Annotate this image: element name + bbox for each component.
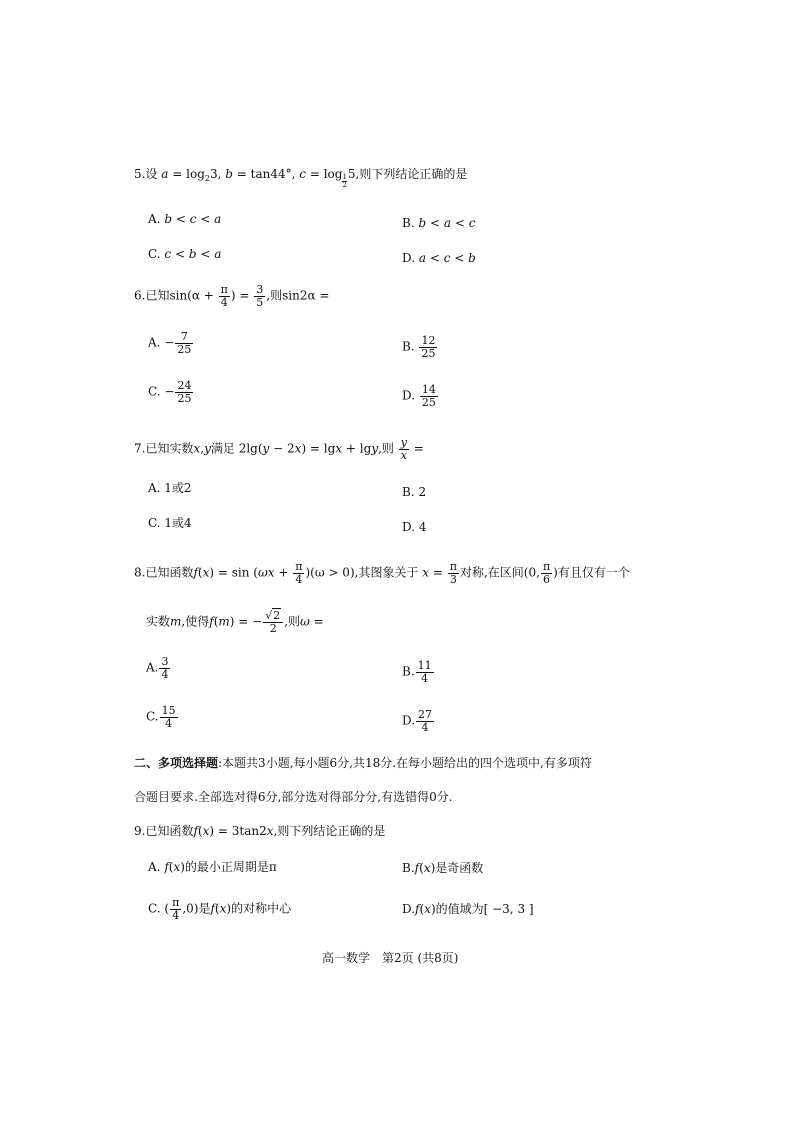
question-9-stem: 9.已知函数f(x) = 3tan2x,则下列结论正确的是 [134,824,386,838]
q6-option-b: B. $\frac{12}{25}$ [402,334,436,360]
q7-option-b: B. 2 [402,485,427,499]
q5-option-d: D. a < c < b [402,251,476,265]
section-2-heading: 二、多项选择题 [134,756,219,770]
section-2-instructions-line2: 合题目要求.全部选对得6分,部分选对得部分分,有选错得0分. [134,790,453,804]
question-6-stem: 6.已知sin(α + $\frac{\pi}{4}$ ) = $\frac{3}{5}$ ,则sin2α = [134,283,330,309]
q7-option-a: A. 1或2 [148,481,192,495]
section-2-instructions-line1: 二、多项选择题:本题共3小题,每小题6分,共18分.在每小题给出的四个选项中,有多项符 [134,756,592,770]
q8-option-d: D. $\frac{27}{4}$ [402,708,433,734]
q5-option-b: B. b < a < c [402,216,476,230]
q7-option-c: C. 1或4 [148,516,192,530]
question-7-stem: 7.已知实数x,y满足 2lg(y − 2x) = lgx + lgy,则 $\frac{y}{x}$ = [134,436,424,462]
q9-option-b: B.f(x)是奇函数 [402,861,484,875]
q6-option-d: D. $\frac{14}{25}$ [402,383,436,409]
q5-option-c: C. c < b < a [148,247,222,261]
q6-option-a: A. − $\frac{7}{25}$ [148,330,192,356]
q9-option-a: A. f(x)的最小正周期是π [148,860,277,874]
q8-option-c: C. $\frac{15}{4}$ [146,704,176,730]
q6-option-c: C. − $\frac{24}{25}$ [148,379,192,405]
question-8-stem-line1: 8.已知函数f(x) = sin (ωx + $\frac{\pi}{4}$ )(ω > 0),其图象关于 x = $\frac{\pi}{3}$ 对称,在区间(0, $\frac{\pi}{6}$ )有且仅有一个 [134,560,630,586]
q7-option-d: D. 4 [402,520,427,534]
q5-option-a: A. b < c < a [148,212,222,226]
q8-option-b: B. $\frac{11}{4}$ [402,659,432,685]
page-footer: 高一数学 第2页 (共8页) [322,951,459,965]
q9-option-c: C. ( $\frac{\pi}{4}$ ,0)是f(x)的对称中心 [148,896,292,922]
question-5-stem: 5.设 $a = \log_23$, b = tan44°, c = log $\frac{1}{2}$ 5,则下列结论正确的是 [134,167,468,189]
q8-option-a: A. $\frac{3}{4}$ [146,655,169,681]
log-base-one-half: $\frac{1}{2}$ [342,173,347,189]
q9-option-d: D.f(x)的值域为[ −3, 3 ] [402,902,534,916]
question-8-stem-line2: 实数m,使得f(m) = − $\frac{√2}{2}$ ,则ω = [146,609,324,635]
